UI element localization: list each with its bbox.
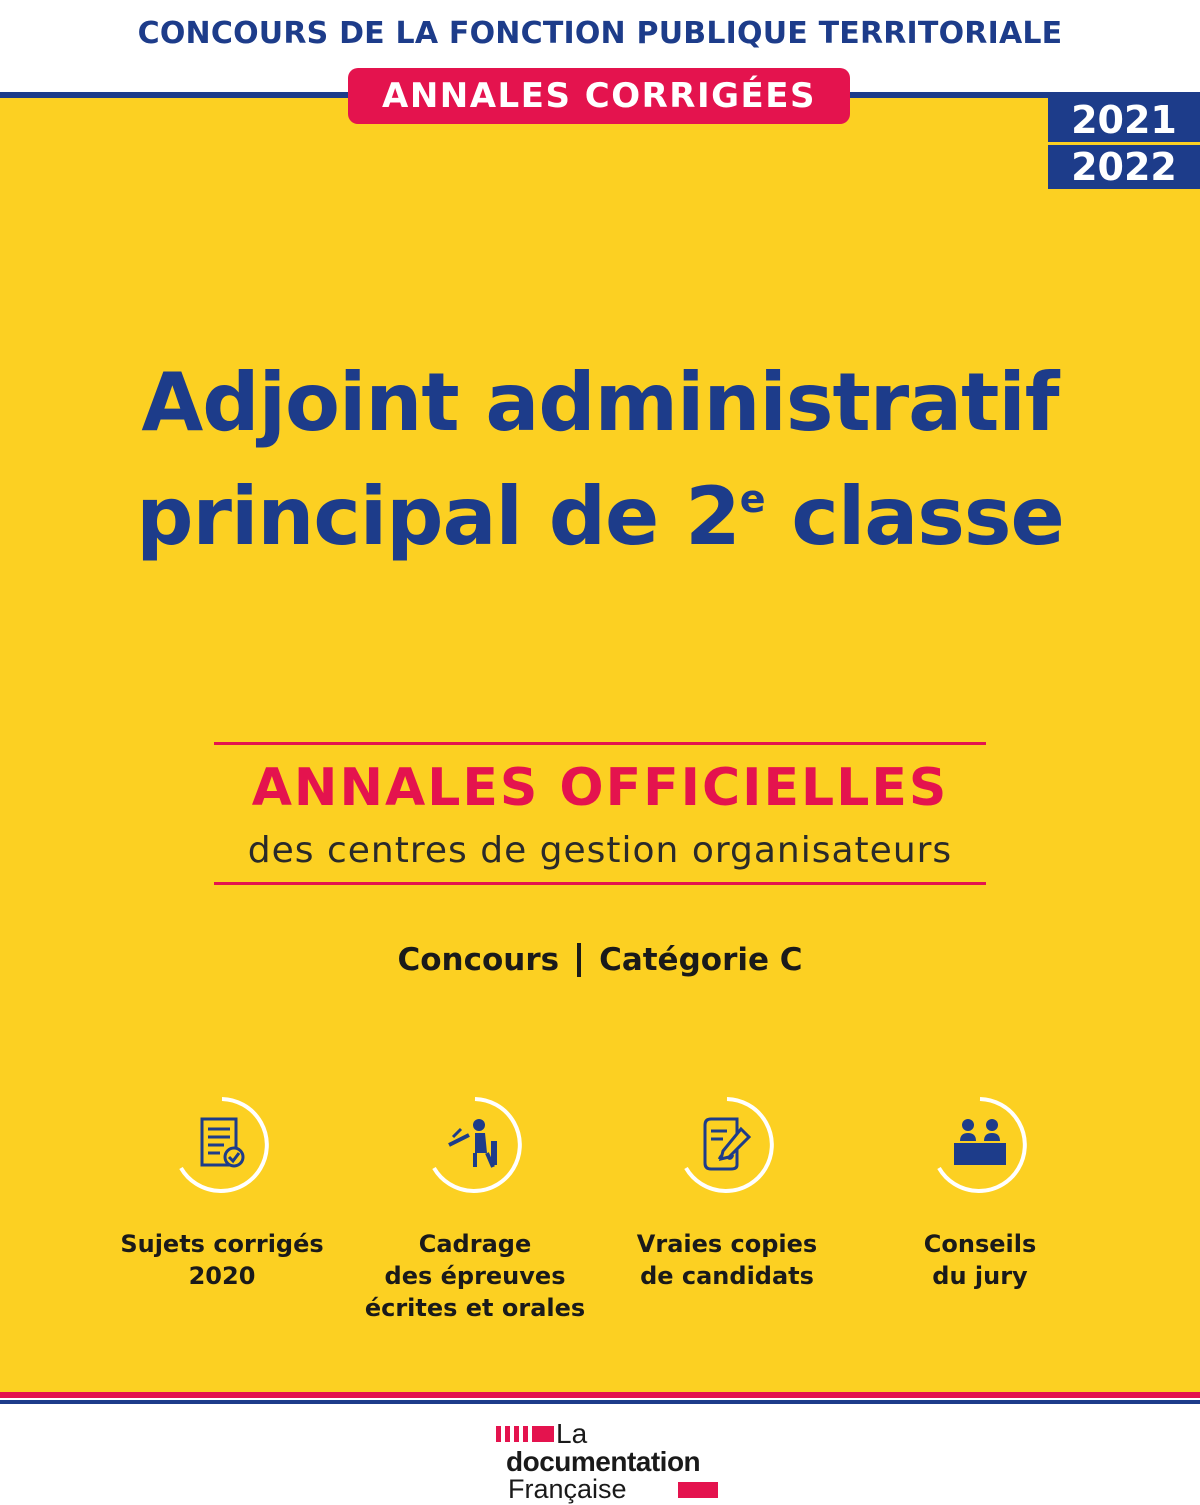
feature-label-line: des épreuves	[384, 1262, 566, 1290]
year-2021: 2021	[1048, 98, 1200, 142]
feature-label-line: du jury	[932, 1262, 1028, 1290]
feature-label-line: Sujets corrigés	[120, 1230, 324, 1258]
banner-rule-top	[214, 742, 986, 745]
feature-jury	[860, 1090, 1100, 1292]
exam-candidate-icon	[445, 1115, 505, 1175]
jury-panel-icon	[950, 1115, 1010, 1175]
banner-subheading: des centres de gestion organisateurs	[247, 830, 953, 871]
title-line-1: Adjoint administratif	[141, 356, 1059, 449]
feature-label-line: de candidats	[640, 1262, 814, 1290]
logo-red-block	[678, 1482, 718, 1498]
feature-label-line: Cadrage	[418, 1230, 532, 1258]
exam-type: Concours	[397, 942, 560, 978]
year-2022: 2022	[1048, 145, 1200, 189]
feature-label-line: 2020	[188, 1262, 256, 1290]
logo-word-la: La	[556, 1418, 588, 1449]
feature-label-line: écrites et orales	[364, 1294, 586, 1322]
document-check-icon	[192, 1115, 252, 1175]
exam-category: Catégorie C	[599, 942, 803, 978]
annales-badge	[348, 68, 850, 124]
book-title	[0, 355, 1200, 565]
title-line-2: principal de 2e classe	[136, 470, 1064, 563]
feature-copies	[607, 1090, 847, 1292]
banner-rule-bottom	[214, 882, 986, 885]
writing-copy-icon	[697, 1115, 757, 1175]
feature-cadrage	[355, 1090, 595, 1324]
logo-word-francaise: Française	[508, 1474, 627, 1504]
feature-label-line: Conseils	[923, 1230, 1037, 1258]
logo-bars	[496, 1426, 554, 1442]
publisher-logo	[496, 1418, 736, 1504]
series-title: CONCOURS DE LA FONCTION PUBLIQUE TERRITORIALE	[137, 16, 1063, 51]
feature-sujets	[102, 1090, 342, 1292]
category-separator	[577, 943, 581, 977]
badge-label: ANNALES CORRIGÉES	[382, 76, 816, 116]
banner-heading: ANNALES OFFICIELLES	[251, 758, 949, 818]
logo-word-documentation: documentation	[506, 1446, 701, 1477]
footer-red-line	[0, 1392, 1200, 1398]
feature-label-line: Vraies copies	[636, 1230, 818, 1258]
footer-navy-line	[0, 1400, 1200, 1404]
category-line	[0, 942, 1200, 978]
